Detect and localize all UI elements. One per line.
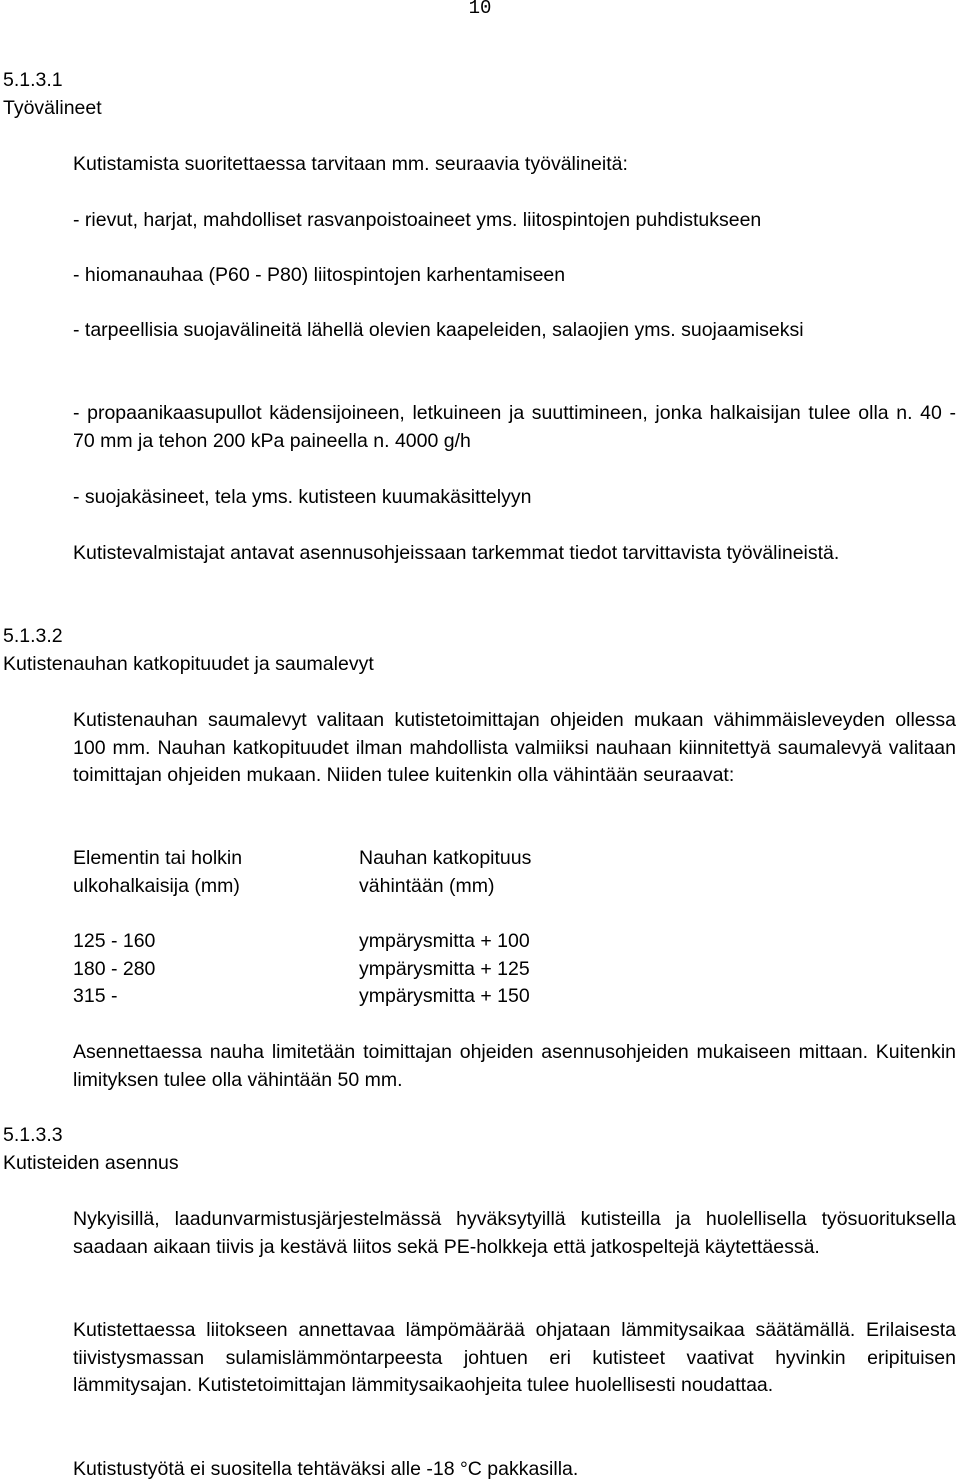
table-cell: ympärysmitta + 125 — [359, 957, 530, 980]
table-cell: 125 - 160 — [73, 930, 156, 953]
tools-item: - suojakäsineet, tela yms. kutisteen kuumakäsittelyyn — [73, 486, 532, 508]
tools-item: - propaanikaasupullot kädensijoineen, letkuineen ja suuttimineen, jonka halkaisijan tulee olla n. 40 - 70 mm ja tehon 200 kPa paineella n. 4000 g/h — [73, 402, 956, 452]
table-header-cell: Elementin tai holkin — [73, 847, 243, 869]
section-title: Työvälineet — [3, 96, 102, 119]
section-heading-5-1-3-3 — [3, 1122, 179, 1177]
tools-intro: Kutistamista suoritettaessa tarvitaan mm. seuraavia työvälineitä: — [73, 153, 628, 175]
table-cell: 180 - 280 — [73, 957, 156, 980]
table-cell: ympärysmitta + 150 — [359, 985, 530, 1008]
section-heading-5-1-3-1 — [3, 67, 102, 122]
installation-paragraph: Nykyisillä, laadunvarmistusjärjestelmässä hyväksytyillä kutisteilla ja huolellisella työsuorituksella saadaan aikaan tiivis ja kestävä liitos sekä PE-holkkeja että jatkospeltejä käytettäessä. — [73, 1208, 956, 1258]
table-row — [73, 956, 673, 984]
tools-item: - hiomanauhaa (P60 - P80) liitospintojen karhentamiseen — [73, 264, 566, 286]
page-number: 10 — [468, 0, 492, 19]
installation-paragraph: Kutistustyötä ei suositella tehtäväksi alle -18 °C pakkasilla. — [73, 1458, 579, 1480]
section-number: 5.1.3.3 — [3, 1124, 63, 1146]
section-number: 5.1.3.1 — [3, 69, 63, 91]
table-row — [73, 928, 673, 956]
section-title: Kutisteiden asennus — [3, 1151, 179, 1174]
overlap-note: Asennettaessa nauha limitetään toimittajan ohjeiden asennusohjeiden mukaiseen mittaan. Kuitenkin limityksen tulee olla vähintään 50 mm. — [73, 1041, 956, 1091]
section-number: 5.1.3.2 — [3, 625, 63, 647]
table-header-row — [73, 873, 673, 901]
cut-length-table — [73, 845, 673, 1011]
installation-paragraph: Kutistettaessa liitokseen annettavaa lämpömäärää ohjataan lämmitysaikaa säätämällä. Erilaisesta tiivistysmassan sulamislämmöntarpeesta johtuen eri kutisteet vaativat hyvinkin eripituisen lämmitysajan. Kutistetoimittajan lämmitysaikaohjeita tulee huolellisesti noudattaa. — [73, 1319, 956, 1397]
section-title: Kutistenauhan katkopituudet ja saumalevyt — [3, 652, 374, 675]
tools-item: - rievut, harjat, mahdolliset rasvanpoistoaineet yms. liitospintojen puhdistukseen — [73, 209, 762, 231]
tools-closing: Kutistevalmistajat antavat asennusohjeissaan tarkemmat tiedot tarvittavista työvälineistä. — [73, 542, 840, 564]
table-header-cell: ulkohalkaisija (mm) — [73, 874, 240, 897]
cut-lengths-intro: Kutistenauhan saumalevyt valitaan kutistetoimittajan ohjeiden mukaan vähimmäisleveyden ollessa 100 mm. Nauhan katkopituudet ilman mahdollista valmiiksi nauhaan kiinnitettyä saumalevyä valitaan toimittajan ohjeiden mukaan. Niiden tulee kuitenkin olla vähintään seuraavat: — [73, 709, 956, 787]
table-header-row — [73, 845, 673, 873]
table-header-cell: vähintään (mm) — [359, 874, 495, 897]
table-header-cell: Nauhan katkopituus — [359, 847, 532, 869]
tools-item: - tarpeellisia suojavälineitä lähellä olevien kaapeleiden, salaojien yms. suojaamiseksi — [73, 319, 804, 341]
table-cell: 315 - — [73, 985, 118, 1008]
section-heading-5-1-3-2 — [3, 623, 374, 678]
table-row — [73, 983, 673, 1011]
table-cell: ympärysmitta + 100 — [359, 930, 530, 953]
